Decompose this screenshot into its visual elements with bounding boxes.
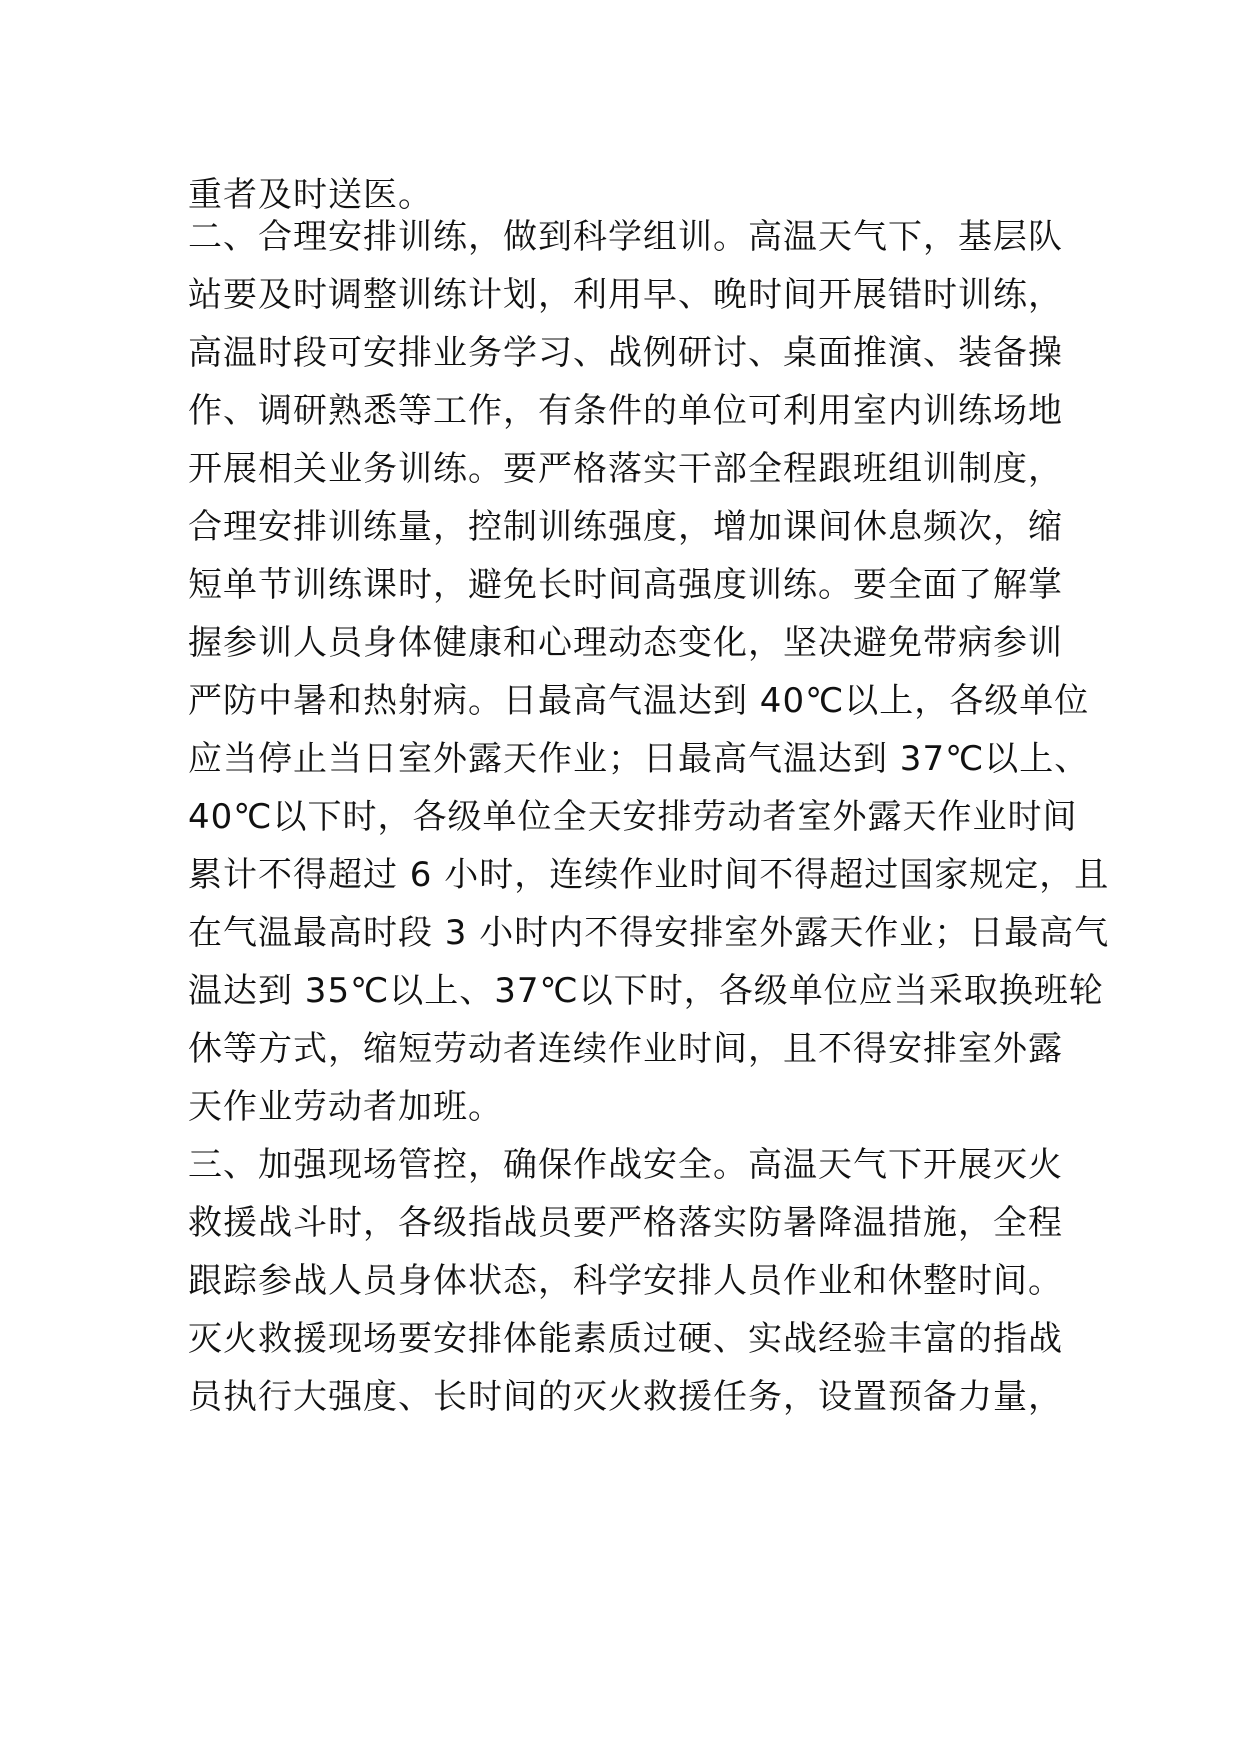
text-line: 跟踪参战人员身体状态，科学安排人员作业和休整时间。 xyxy=(188,1261,1063,1301)
section-heading-line: 三、加强现场管控，确保作战安全。高温天气下开展灭火 xyxy=(188,1145,1063,1185)
text-line: 重者及时送医。 xyxy=(188,175,433,215)
text-line: 天作业劳动者加班。 xyxy=(188,1087,503,1127)
text-line: 救援战斗时，各级指战员要严格落实防暑降温措施，全程 xyxy=(188,1203,1063,1243)
text-line: 在气温最高时段 3 小时内不得安排室外露天作业；日最高气 xyxy=(188,913,1110,953)
text-line: 温达到 35℃以上、37℃以下时，各级单位应当采取换班轮 xyxy=(188,971,1104,1011)
text-line: 开展相关业务训练。要严格落实干部全程跟班组训制度， xyxy=(188,449,1063,489)
section-heading-line: 二、合理安排训练，做到科学组训。高温天气下，基层队 xyxy=(188,217,1063,257)
text-line: 高温时段可安排业务学习、战例研讨、桌面推演、装备操 xyxy=(188,333,1063,373)
text-line: 合理安排训练量，控制训练强度，增加课间休息频次，缩 xyxy=(188,507,1063,547)
text-line: 40℃以下时，各级单位全天安排劳动者室外露天作业时间 xyxy=(188,797,1078,837)
text-line: 握参训人员身体健康和心理动态变化，坚决避免带病参训 xyxy=(188,623,1063,663)
text-line: 作、调研熟悉等工作，有条件的单位可利用室内训练场地 xyxy=(188,391,1063,431)
text-line: 短单节训练课时，避免长时间高强度训练。要全面了解掌 xyxy=(188,565,1063,605)
text-line: 休等方式，缩短劳动者连续作业时间，且不得安排室外露 xyxy=(188,1029,1063,1069)
text-line: 严防中暑和热射病。日最高气温达到 40℃以上，各级单位 xyxy=(188,681,1090,721)
text-line: 员执行大强度、长时间的灭火救援任务，设置预备力量， xyxy=(188,1377,1063,1417)
text-line: 站要及时调整训练计划，利用早、晚时间开展错时训练， xyxy=(188,275,1063,315)
text-line: 灭火救援现场要安排体能素质过硬、实战经验丰富的指战 xyxy=(188,1319,1063,1359)
text-line: 累计不得超过 6 小时，连续作业时间不得超过国家规定，且 xyxy=(188,855,1110,895)
text-line: 应当停止当日室外露天作业；日最高气温达到 37℃以上、 xyxy=(188,739,1090,779)
